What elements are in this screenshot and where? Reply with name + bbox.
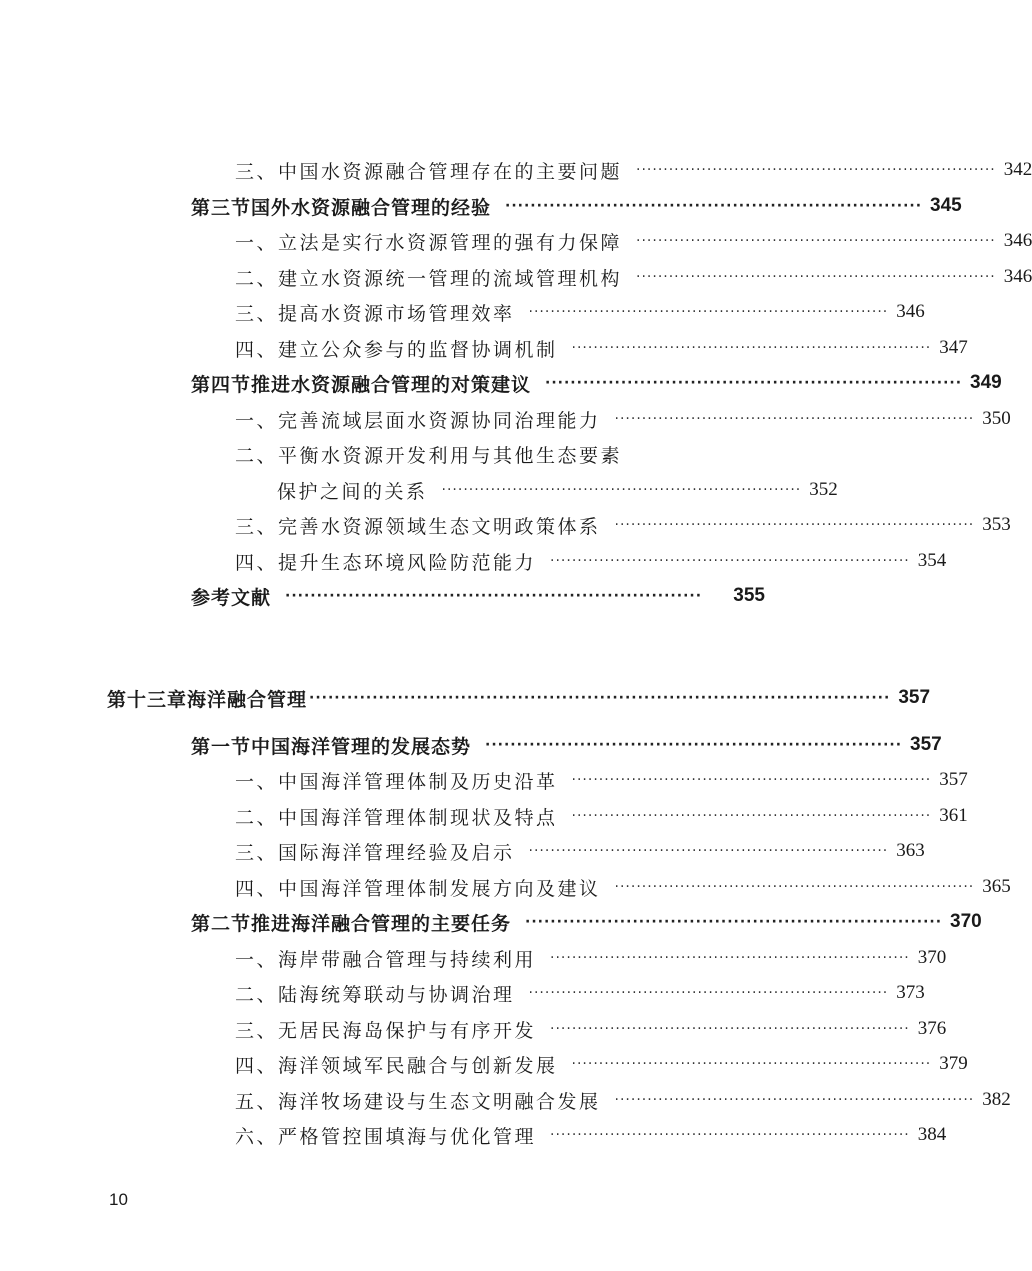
toc-item[interactable]: [235, 404, 1011, 434]
toc-item[interactable]: [235, 510, 1011, 540]
toc-section-title: 中国海洋管理的发展态势: [251, 735, 472, 758]
toc-item-label: 二、陆海统筹联动与协调治理: [235, 983, 515, 1006]
toc-item[interactable]: [235, 155, 1032, 185]
toc-item-label: 四、海洋领域军民融合与创新发展: [235, 1054, 558, 1077]
toc-page-number: 363: [896, 840, 925, 861]
toc-page-number: 376: [917, 1018, 947, 1039]
toc-section-number: 第二节: [191, 912, 252, 935]
leader-dots: ··································································: [614, 1092, 975, 1108]
toc-item[interactable]: [235, 333, 968, 363]
leader-dots: ··································································: [636, 233, 996, 249]
toc-item[interactable]: [235, 262, 1032, 292]
toc-page-number: 350: [982, 408, 1011, 429]
toc-item[interactable]: [235, 1049, 968, 1079]
toc-page-number: 346: [896, 301, 925, 322]
leader-dots: ··································································: [545, 375, 963, 391]
leader-dots: ··································································: [525, 914, 943, 930]
leader-dots: ··································································: [571, 340, 932, 356]
toc-item[interactable]: [235, 801, 968, 831]
toc-item[interactable]: [235, 226, 1032, 256]
toc-page-number: 346: [1003, 230, 1032, 251]
leader-dots: ··································································: [571, 808, 932, 824]
leader-dots: ··································································: [636, 162, 996, 178]
toc-item[interactable]: [235, 1014, 947, 1044]
toc-item-label: 三、国际海洋管理经验及启示: [235, 841, 515, 864]
toc-section[interactable]: [191, 191, 962, 221]
toc-item-label: 一、立法是实行水资源管理的强有力保障: [235, 231, 623, 254]
toc-page-number: 342: [1003, 159, 1032, 180]
toc-section-number: 第三节: [191, 196, 252, 219]
toc-item[interactable]: [277, 475, 838, 505]
toc-page-number: 355: [733, 585, 765, 606]
toc-item[interactable]: [235, 836, 925, 866]
toc-page-number: 346: [1003, 266, 1032, 287]
toc-item-label-line1[interactable]: 二、平衡水资源开发利用与其他生态要素: [235, 444, 623, 467]
toc-page-number: 384: [917, 1124, 947, 1145]
toc-item-label: 四、中国海洋管理体制发展方向及建议: [235, 877, 601, 900]
toc-item-label: 三、无居民海岛保护与有序开发: [235, 1019, 537, 1042]
leader-dots: ··································································: [485, 737, 903, 753]
toc-page-number: 379: [939, 1053, 968, 1074]
toc-item-label: 一、完善流域层面水资源协同治理能力: [235, 409, 601, 432]
toc-chapter-title: 海洋融合管理: [187, 688, 308, 711]
toc-section-title: 推进水资源融合管理的对策建议: [251, 373, 532, 396]
page-number: 10: [109, 1190, 128, 1209]
toc-section-number: 第四节: [191, 373, 252, 396]
toc-item-label: 四、提升生态环境风险防范能力: [235, 551, 537, 574]
toc-item-label-line2: 保护之间的关系: [277, 480, 428, 503]
toc-section-number: 第一节: [191, 735, 252, 758]
toc-section[interactable]: [191, 730, 942, 760]
leader-dots: ··································································: [550, 1127, 910, 1143]
toc-item[interactable]: [235, 297, 925, 327]
toc-item-label: 三、中国水资源融合管理存在的主要问题: [235, 160, 623, 183]
leader-dots: ··································································: [550, 950, 910, 966]
toc-page-number: 347: [939, 337, 968, 358]
toc-item-label: 四、建立公众参与的监督协调机制: [235, 338, 558, 361]
toc-page-number: 382: [982, 1089, 1011, 1110]
toc-page-number: 345: [930, 195, 962, 216]
toc-section-title: 推进海洋融合管理的主要任务: [251, 912, 512, 935]
toc-section[interactable]: [191, 907, 982, 937]
leader-dots: ··································································: [285, 588, 703, 604]
toc-item-label: 一、中国海洋管理体制及历史沿革: [235, 770, 558, 793]
leader-dots: ··································································: [528, 304, 889, 320]
toc-chapter[interactable]: [107, 683, 931, 713]
leader-dots: ··································································: [614, 411, 975, 427]
leader-dots: ··································································: [614, 517, 975, 533]
toc-page-number: 354: [917, 550, 947, 571]
toc-references[interactable]: [191, 581, 765, 611]
toc-item-label: 一、海岸带融合管理与持续利用: [235, 948, 537, 971]
leader-dots: ··································································: [571, 772, 932, 788]
toc-item-label: 五、海洋牧场建设与生态文明融合发展: [235, 1090, 601, 1113]
toc-page-number: 349: [970, 372, 1002, 393]
toc-item[interactable]: [235, 1120, 947, 1150]
toc-item-label: 二、建立水资源统一管理的流域管理机构: [235, 267, 623, 290]
toc-item-label: 三、提高水资源市场管理效率: [235, 302, 515, 325]
toc-page-number: 373: [896, 982, 925, 1003]
toc-item[interactable]: [235, 978, 925, 1008]
toc-references-label: 参考文献: [191, 586, 272, 609]
toc-item-label: 六、严格管控围填海与优化管理: [235, 1125, 537, 1148]
toc-item-label: 二、中国海洋管理体制现状及特点: [235, 806, 558, 829]
toc-page-number: 370: [950, 911, 982, 932]
leader-dots: ··································································: [528, 985, 889, 1001]
toc-section-title: 国外水资源融合管理的经验: [251, 196, 492, 219]
toc-item[interactable]: [235, 1085, 1011, 1115]
leader-dots: ··································································: [636, 269, 996, 285]
toc-page-number: 365: [982, 876, 1011, 897]
toc-chapter-number: 第十三章: [107, 688, 188, 711]
toc-page-number: 361: [939, 805, 968, 826]
toc-item-label: 三、完善水资源领域生态文明政策体系: [235, 515, 601, 538]
toc-page-number: 357: [898, 687, 931, 708]
toc-item[interactable]: [235, 872, 1011, 902]
toc-page-number: 352: [809, 479, 838, 500]
leader-dots: ··································································: [550, 1021, 910, 1037]
leader-dots: ··································································: [441, 482, 802, 498]
leader-dots: ··································································: [528, 843, 889, 859]
toc-section[interactable]: [191, 368, 1002, 398]
toc-page-number: 370: [917, 947, 947, 968]
leader-dots: ··································································: [505, 198, 923, 214]
leader-dots: ··································································: [550, 553, 910, 569]
leader-dots: ··································································: [614, 879, 975, 895]
toc-item[interactable]: [235, 546, 947, 576]
leader-dots: ··································································: [571, 1056, 932, 1072]
toc-item[interactable]: [235, 943, 947, 973]
toc-page-number: 357: [939, 769, 968, 790]
toc-page-number: 353: [982, 514, 1011, 535]
toc-item[interactable]: [235, 765, 968, 795]
toc-page-number: 357: [910, 734, 942, 755]
leader-dots: ····························································································: [309, 690, 891, 706]
